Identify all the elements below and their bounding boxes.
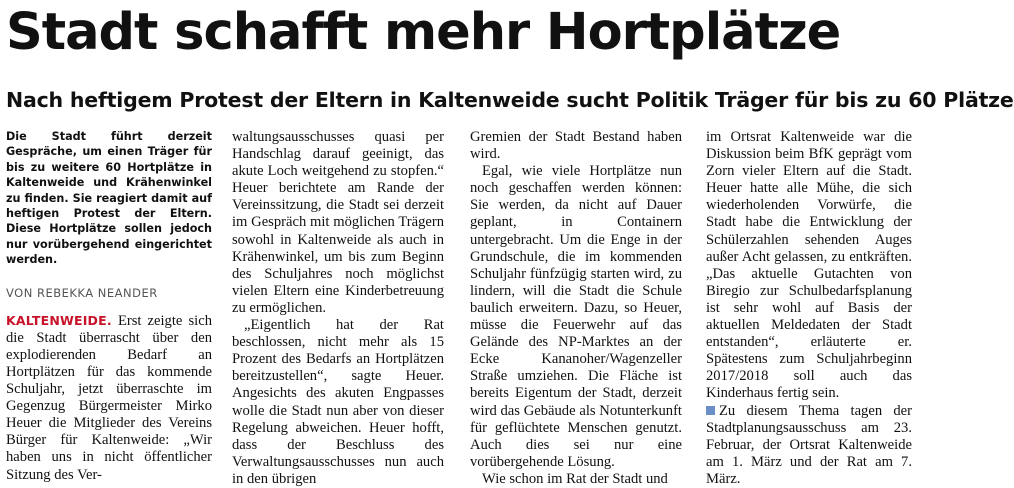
body-paragraph: Egal, wie viele Hortplätze nun noch geschaffen werden können: Sie werden, da nicht auf Dauer geplant, in Containern untergebracht. Um die Enge in der Grundschule, die im kommenden Schuljahr fünfzügig starten wird, zu lindern, will die Stadt die Schule baulich erweitern. Dazu, so Heuer, müsse die Feuerwehr auf das Gelände des NP-Marktes an der Ecke Kananoher/Wagenzeller Straße umziehen. Die Fläche ist bereits Eigentum der Stadt, derzeit wird das Gebäude als Notunterkunft für geflüchtete Menschen genutzt. Auch dies sei nur eine vorübergehende Lösung. <box>470 163 682 470</box>
info-text: Zu diesem Thema tagen der Stadtplanungsausschuss am 23. Februar, der Ortsrat Kaltenweide am 1. März und der Rat am 7. März. <box>706 402 912 487</box>
square-bullet-icon <box>706 406 715 415</box>
body-paragraph: „Eigentlich hat der Rat beschlossen, nicht mehr als 15 Prozent des Bedarfs an Hortplätzen bereitzustellen“, sagte Heuer. Angesichts des akuten Engpasses wolle die Stadt nun aber von dieser Regelung abweichen. Heuer hofft, dass der Beschluss des Verwaltungsausschusses nun auch in den übrigen <box>232 317 444 487</box>
column-2 <box>232 129 444 487</box>
headline: Stadt schafft mehr Hortplätze <box>6 3 841 62</box>
lead-paragraph: Die Stadt führt derzeit Gespräche, um einen Träger für bis zu weitere 60 Hortplätze in Kaltenweide und Krähenwinkel zu finden. Sie reagiert damit auf heftigen Protest der Eltern. Diese Hortplätze sollen jedoch nur vorübergehend eingerichtet werden. <box>6 130 212 267</box>
column-3 <box>470 129 682 487</box>
body-paragraph: waltungsausschusses quasi per Handschlag darauf geeinigt, das akute Loch weitgehend zu stopfen.“ Heuer berichtete am Rande der Vereinssitzung, die Stadt sei derzeit im Gespräch mit möglichen Trägern sowohl in Kaltenweide als auch in Krähenwinkel, um bis zum Beginn des Schuljahres noch möglichst vielen Eltern eine Kinderbetreuung zu ermöglichen. <box>232 129 444 316</box>
body-paragraph <box>6 312 212 484</box>
body-paragraph: Wie schon im Rat der Stadt und <box>482 470 668 487</box>
subheadline: Nach heftigem Protest der Eltern in Kaltenweide sucht Politik Träger für bis zu 60 Plätze <box>6 88 1014 112</box>
dateline: KALTENWEIDE. <box>6 312 112 328</box>
info-box <box>706 403 912 488</box>
column-4 <box>706 129 912 487</box>
column-1 <box>6 129 212 483</box>
body-paragraph: im Ortsrat Kaltenweide war die Diskussion beim BfK geprägt vom Zorn vieler Eltern auf die Stadt. Heuer hatte alle Mühe, die sich wiederholenden Vorwürfe, die Stadt habe die Entwicklung der Schülerzahlen sehenden Auges außer Acht gelassen, zu entkräften. „Das aktuelle Gutachten von Biregio zur Schulbedarfsplanung ist sehr wohl auf Basis der aktuellen Meldedaten der Stadt entstanden“, erläuterte er. Spätestens zum Schuljahrbeginn 2017/2018 soll auch das Kinderhaus fertig sein. <box>706 129 912 402</box>
body-paragraph: Gremien der Stadt Bestand haben wird. <box>470 129 682 163</box>
body-text: Erst zeigte sich die Stadt überrascht über den explodierenden Bedarf an Hortplätzen für das kommende Schuljahr, jetzt überraschte im Gegenzug Bürgermeister Mirko Heuer die Mitglieder des Vereins Bürger für Kaltenweide: „Wir haben uns in nicht öffentlicher Sitzung des Ver- <box>6 312 212 483</box>
byline: VON REBEKKA NEANDER <box>6 285 158 300</box>
